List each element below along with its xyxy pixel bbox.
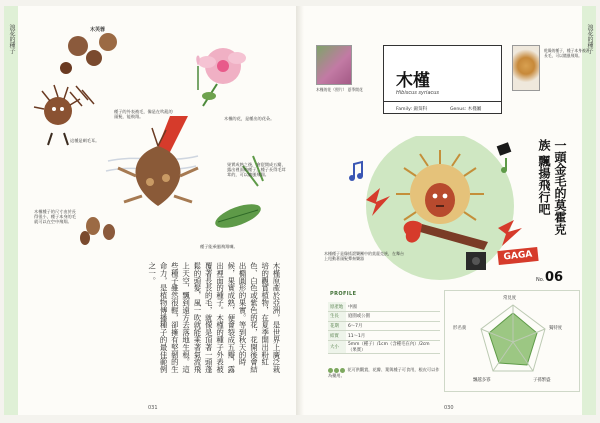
- radar-label: 常見度: [503, 296, 517, 301]
- profile-title: PROFILE: [330, 291, 357, 297]
- feature-text: 花可供觀賞，花瓣、葉與種子可食用，根皮可以作為藥用。: [328, 367, 440, 378]
- taxonomy-row: [384, 101, 501, 115]
- radar-label: 子孫繁盛: [533, 378, 551, 383]
- radar-label: 獨特度: [549, 326, 563, 331]
- profile-value: 庭園或公園: [346, 312, 440, 322]
- profile-value: 中國: [346, 302, 440, 312]
- profile-row: [328, 340, 440, 353]
- profile-key: 生長: [328, 312, 346, 322]
- flower-photo-caption: 木槿的花（照片） 夏季開花: [316, 87, 363, 92]
- callout-fruit: 果實成熟之後，會裂開成五瓣，露出裡面的種子，種子長得毛茸茸的，可以隨風飛翔。: [227, 162, 286, 178]
- gaga-speech: GAGA: [497, 247, 538, 265]
- species-label: 木芙蓉: [90, 27, 106, 33]
- guitar-callout: 木槿種子是像搖滾樂團中的莫霍克族，在舞台上甩動著頭髮彈奏樂器: [324, 251, 404, 261]
- callout-seed-type: 這種是刺毛耳。: [70, 138, 100, 143]
- radar-panel: [444, 290, 580, 392]
- radar-chart: [445, 291, 581, 393]
- profile-value: 6～7月: [346, 321, 440, 331]
- genus-label: Genus: 木槿屬: [450, 107, 482, 112]
- left-page: [4, 6, 296, 415]
- family-label: Family: 錦葵科: [396, 107, 428, 112]
- headline: 一頭金毛的莫霍克族 飄揚飛行吧: [537, 139, 567, 235]
- side-tab-right: [582, 6, 596, 415]
- feature-note: [328, 367, 440, 378]
- profile-row: [328, 321, 440, 331]
- book-gutter: [296, 6, 304, 415]
- side-tab-left: [4, 6, 18, 415]
- species-latin-name: Hibiscus syriacus: [396, 90, 440, 96]
- page-number-right: 030: [444, 405, 454, 411]
- callout-flower: 木槿的花，是種出的花朵。: [224, 116, 275, 121]
- profile-value: 5mm（種子）/1cm（含種毛在內）/2cm（果實）: [346, 340, 440, 353]
- species-title: 木槿: [396, 71, 430, 91]
- seed-photo: [512, 45, 540, 91]
- radar-label: 飄越多寡: [473, 378, 491, 383]
- profile-key: 大小: [328, 340, 346, 353]
- seed-photo-caption: 乾燥的種子，種子本身被著長毛，可以隨風飛翔。: [544, 48, 590, 58]
- profile-key: 花期: [328, 321, 346, 331]
- callout-fly: 種子能乘風飛翔囉。: [200, 244, 238, 249]
- profile-key: 結實: [328, 331, 346, 341]
- side-tab-label: 浪花的種子: [8, 24, 15, 54]
- body-text: 木槿原產於亞洲，是世界上廣泛栽培的觀賞植物，在夏季開出粉紅色、白色或紫色的花，花開後會結出橢圓形的果實。等到秋天的時候，果實成熟，便會裂成五瓣，露出裡面的種子。木槿的種子外表被覆著長長的毛，就像是頂著一頭蓬鬆的頭髮，風一吹就能乘著氣流飛上天空，飄到遠方去落地生根。這些種子雖然很輕，卻擁有堅韌的生命力，是植物傳播種子的最佳範例之一。: [147, 262, 281, 373]
- profile-row: [328, 302, 440, 312]
- profile-key: 原產地: [328, 302, 346, 312]
- radar-label: 形名義: [453, 326, 467, 331]
- seed-illustration: [18, 6, 296, 266]
- callout-seed-hair: 種子的外表被毛，像是在吹亂的頭髮，能飛翔。: [114, 109, 173, 120]
- callout-seed-size: 木槿種子的尺寸由於長得很小，種子本身的毛就可以在空中飛翔。: [34, 209, 76, 225]
- page-number-left: 031: [148, 405, 158, 411]
- profile-row: [328, 331, 440, 341]
- specimen-prefix: No.: [536, 277, 545, 283]
- profile-value: 11～1月: [346, 331, 440, 341]
- flower-photo: [316, 45, 352, 85]
- profile-table: [328, 302, 440, 354]
- species-title-box: [383, 45, 502, 114]
- right-page: [304, 6, 596, 415]
- profile-row: [328, 312, 440, 322]
- specimen-number: 06: [545, 270, 564, 285]
- side-tab-label: 浪花的種子: [586, 24, 593, 54]
